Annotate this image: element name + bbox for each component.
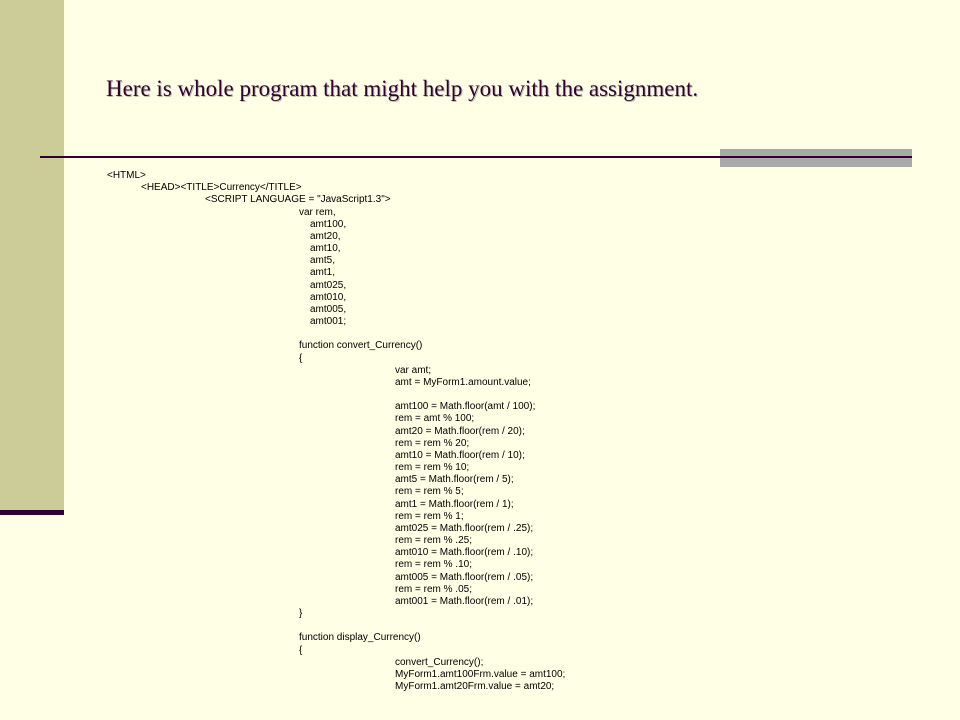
code-line: amt005, bbox=[310, 304, 347, 315]
code-line: rem = rem % 10; bbox=[395, 462, 470, 473]
code-line: rem = rem % .05; bbox=[395, 584, 472, 595]
code-line: rem = rem % 1; bbox=[395, 511, 464, 522]
code-line: amt005 = Math.floor(rem / .05); bbox=[395, 572, 534, 583]
code-line: amt025, bbox=[310, 280, 347, 291]
code-line: <HTML> bbox=[107, 170, 146, 181]
code-line: rem = rem % 20; bbox=[395, 438, 470, 449]
code-line: amt025 = Math.floor(rem / .25); bbox=[395, 523, 534, 534]
code-line: amt1 = Math.floor(rem / 1); bbox=[395, 499, 514, 510]
code-line: { bbox=[299, 353, 303, 364]
code-line: MyForm1.amt100Frm.value = amt100; bbox=[395, 669, 566, 680]
code-line: <SCRIPT LANGUAGE = "JavaScript1.3"> bbox=[205, 194, 391, 205]
code-line: amt20 = Math.floor(rem / 20); bbox=[395, 426, 525, 437]
code-line: amt010 = Math.floor(rem / .10); bbox=[395, 547, 534, 558]
code-line: amt10, bbox=[310, 243, 341, 254]
code-line: amt100 = Math.floor(amt / 100); bbox=[395, 401, 536, 412]
code-line: amt100, bbox=[310, 219, 347, 230]
code-line: amt001; bbox=[310, 316, 347, 327]
code-line: rem = rem % 5; bbox=[395, 486, 464, 497]
code-line: amt5 = Math.floor(rem / 5); bbox=[395, 474, 514, 485]
code-line: amt = MyForm1.amount.value; bbox=[395, 377, 531, 388]
code-line: rem = rem % .10; bbox=[395, 559, 472, 570]
code-line: convert_Currency(); bbox=[395, 657, 484, 668]
code-line: var amt; bbox=[395, 365, 432, 376]
code-line: function convert_Currency() bbox=[299, 340, 423, 351]
code-line: amt20, bbox=[310, 231, 341, 242]
code-line: <HEAD><TITLE>Currency</TITLE> bbox=[141, 182, 302, 193]
code-line: rem = rem % .25; bbox=[395, 535, 472, 546]
slide-title: Here is whole program that might help you with the assignment. bbox=[106, 76, 699, 101]
code-line: rem = amt % 100; bbox=[395, 413, 475, 424]
code-line: amt001 = Math.floor(rem / .01); bbox=[395, 596, 534, 607]
code-line: amt010, bbox=[310, 292, 347, 303]
code-line: { bbox=[299, 645, 303, 656]
code-line: amt5, bbox=[310, 255, 336, 266]
code-line: amt1, bbox=[310, 267, 336, 278]
code-line: } bbox=[299, 608, 303, 619]
code-line: amt10 = Math.floor(rem / 10); bbox=[395, 450, 525, 461]
code-line: MyForm1.amt20Frm.value = amt20; bbox=[395, 681, 555, 692]
code-line: var rem, bbox=[299, 207, 336, 218]
code-line: function display_Currency() bbox=[299, 632, 421, 643]
